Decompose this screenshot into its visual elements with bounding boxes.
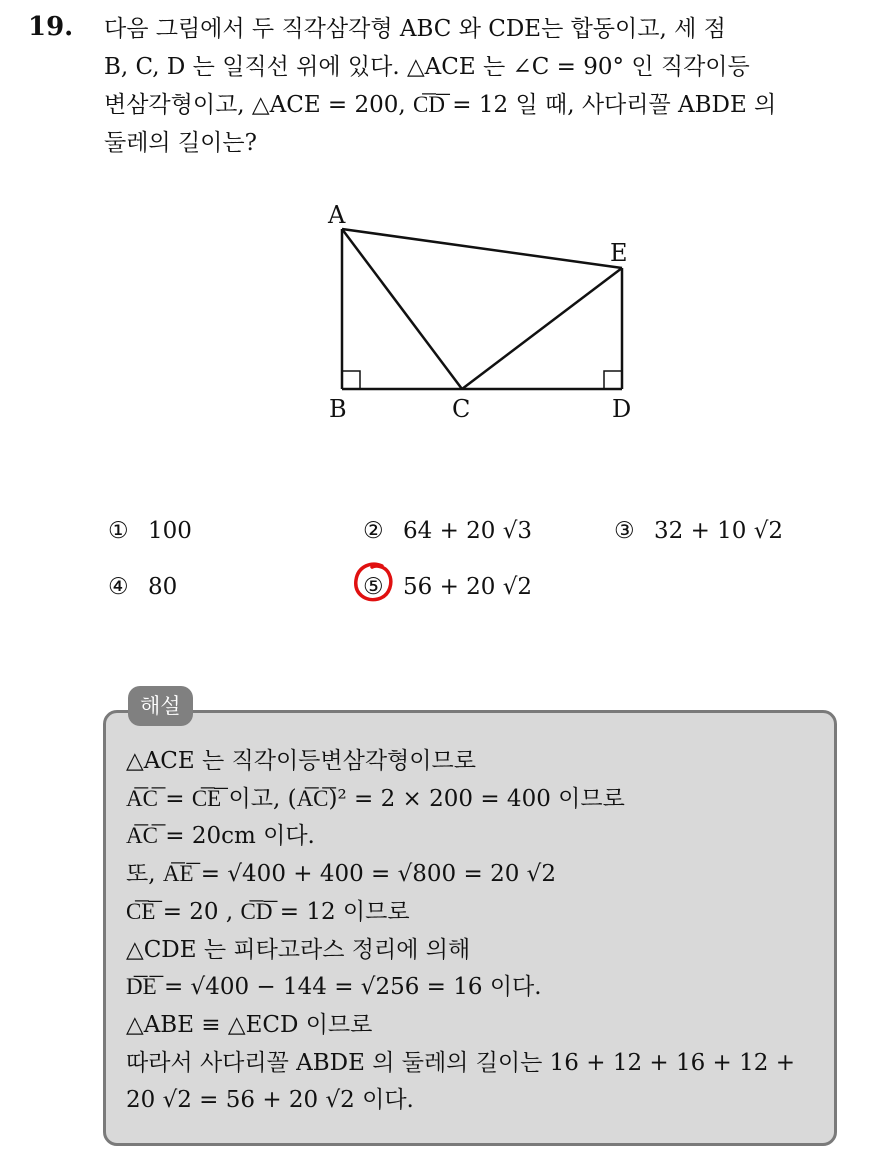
- label-e: E: [610, 239, 628, 267]
- choice-2[interactable]: [363, 518, 532, 544]
- label-a: A: [328, 201, 346, 229]
- choice-text: 100: [148, 518, 192, 544]
- question-line: 둘레의 길이는?: [104, 130, 257, 156]
- solution-line: △ACE 는 직각이등변삼각형이므로: [126, 748, 476, 774]
- solution-line: 따라서 사다리꼴 ABDE 의 둘레의 길이는 16 + 12 + 16 + 12 +: [126, 1049, 795, 1076]
- label-b: B: [329, 395, 347, 423]
- answer-choices: [108, 510, 828, 620]
- question-line: 변삼각형이고, △ACE = 200, C͞D͞ = 12 일 때, 사다리꼴 ABDE 의: [104, 92, 777, 118]
- solution-line: △ABE ≡ △ECD 이므로: [126, 1011, 373, 1038]
- question-line: B, C, D 는 일직선 위에 있다. △ACE 는 ∠C = 90° 인 직각이등: [104, 54, 750, 80]
- solution-text: [126, 743, 826, 1120]
- solution-line: △CDE 는 피타고라스 정리에 의해: [126, 936, 471, 963]
- label-c: C: [452, 395, 471, 423]
- right-angle-mark-b: [342, 371, 360, 389]
- question-line: 다음 그림에서 두 직각삼각형 ABC 와 CDE는 합동이고, 세 점: [104, 16, 726, 42]
- solution-line: 20 √2 = 56 + 20 √2 이다.: [126, 1087, 414, 1114]
- choice-text: 32 + 10 √2: [654, 518, 784, 544]
- choice-text: 80: [148, 574, 178, 600]
- choice-number: ③: [614, 518, 635, 544]
- segment-ac: [342, 229, 462, 389]
- choice-number: ④: [108, 574, 129, 600]
- solution-box: [103, 710, 837, 1146]
- choice-number: ⑤: [363, 574, 384, 600]
- solution-line: A͞C͞ = C͞E͞ 이고, (A͞C͞)² = 2 × 200 = 400 이므로: [126, 785, 625, 812]
- solution-line: 또, A͞E͞ = √400 + 400 = √800 = 20 √2: [126, 861, 556, 888]
- solution-line: D͞E͞ = √400 − 144 = √256 = 16 이다.: [126, 974, 542, 1001]
- choice-number: ②: [363, 518, 384, 544]
- solution-line: A͞C͞ = 20cm 이다.: [126, 823, 315, 850]
- segment-ce: [462, 268, 622, 389]
- right-angle-mark-d: [604, 371, 622, 389]
- choice-text: 56 + 20 √2: [403, 574, 533, 600]
- choice-4[interactable]: [108, 574, 177, 600]
- choice-3[interactable]: [614, 518, 783, 544]
- choice-text: 64 + 20 √3: [403, 518, 533, 544]
- geometry-figure: [318, 195, 648, 430]
- question-text: [104, 10, 864, 162]
- question-number: 19.: [28, 12, 74, 42]
- label-d: D: [612, 395, 632, 423]
- answer-mark-stroke: [356, 564, 391, 600]
- solution-line: C͞E͞ = 20 , C͞D͞ = 12 이므로: [126, 898, 410, 925]
- solution-tag: 해설: [128, 686, 193, 726]
- segment-ae: [342, 229, 622, 268]
- choice-1[interactable]: [108, 518, 192, 544]
- answer-circle-mark: [352, 560, 396, 604]
- choice-number: ①: [108, 518, 129, 544]
